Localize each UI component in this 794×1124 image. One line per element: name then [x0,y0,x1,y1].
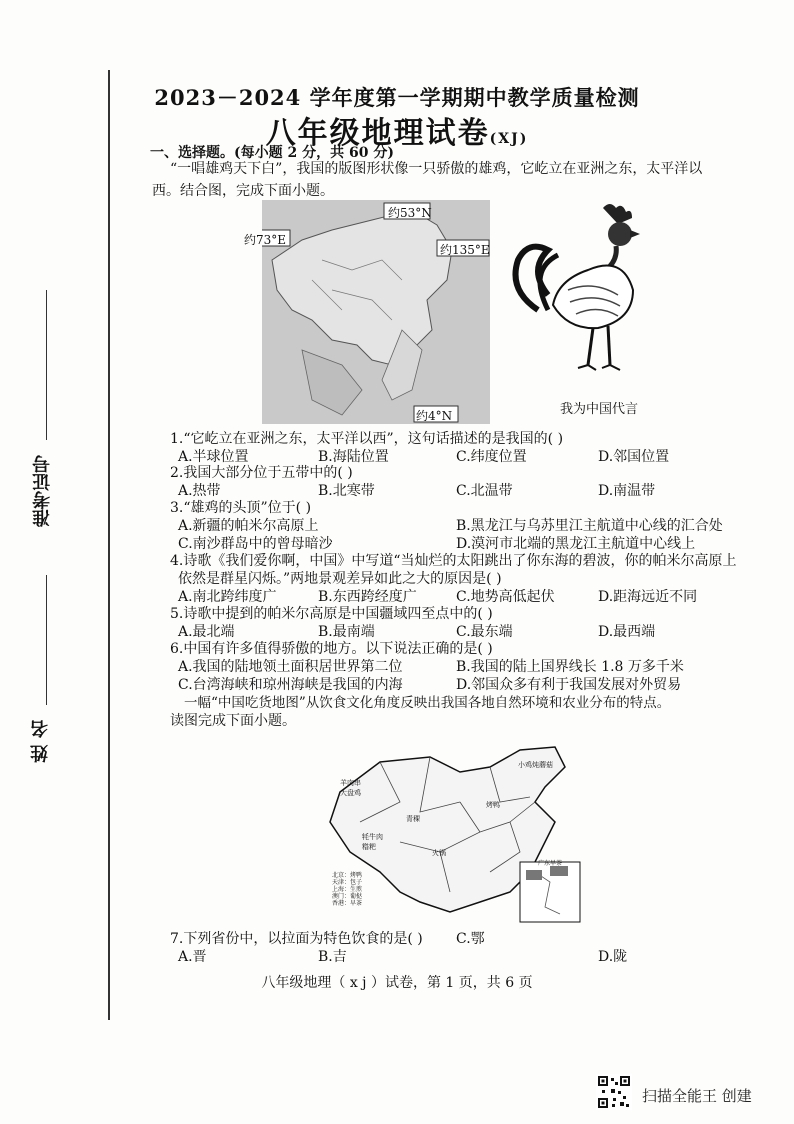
food-map-intro-2: 读图完成下面小题。 [170,713,296,729]
question-5-stem: 5.诗歌中提到的帕米尔高原是中国疆域四至点中的( ) [170,606,493,622]
question-7-stem: 7.下列省份中，以拉面为特色饮食的是( ) [170,931,423,947]
edition-suffix: (XJ) [489,131,529,147]
food-label-8: 烤鸭 [486,801,500,809]
q6-option-c: C.台湾海峡和琼州海峡是我国的内海 [178,677,403,693]
china-asia-map [262,200,490,424]
q7-option-b: B.吉 [318,949,347,965]
name-blank [46,575,47,705]
q3-option-a: A.新疆的帕米尔高原上 [178,518,319,534]
exam-id-blank [46,290,47,440]
q7-option-d: D.陇 [598,949,628,965]
subject-title: 八年级地理试卷 [265,116,490,151]
page-footer: 八年级地理（ x j ）试卷，第 1 页，共 6 页 [261,975,533,991]
label-53n: 约53°N [388,206,432,220]
q6-option-d: D.邻国众多有利于我国发展对外贸易 [456,677,682,693]
question-2-stem: 2.我国大部分位于五带中的( ) [170,465,353,481]
q6-option-a: A.我国的陆地领土面积居世界第二位 [178,659,403,675]
label-73e: 约73°E [244,233,287,247]
q3-option-d: D.漠河市北端的黑龙江主航道中心线上 [456,536,696,552]
q6-option-b: B.我国的陆上国界线长 1.8 万多千米 [456,659,684,675]
q5-option-b: B.最南端 [318,624,375,640]
label-135e: 约135°E [440,243,490,257]
q7-option-a: A.晋 [178,949,207,965]
q5-option-a: A.最北端 [178,624,235,640]
food-inset-label: 广东早茶 [538,860,563,867]
q4-option-d: D.距海远近不同 [598,589,698,605]
food-label-7: 小鸡炖蘑菇 [518,761,553,769]
q1-option-a: A.半球位置 [178,449,249,465]
section-heading: 一、选择题。(每小题 2 分，共 60 分) [150,145,394,161]
q5-option-d: D.最西端 [598,624,656,640]
question-3-stem: 3.“雄鸡的头顶”位于( ) [170,500,312,516]
q4-option-c: C.地势高低起伏 [456,589,555,605]
qr-code-icon [596,1074,632,1110]
q3-option-c: C.南沙群岛中的曾母暗沙 [178,536,333,552]
legend-item: 北京：烤鸭 [332,872,363,879]
q1-option-d: D.邻国位置 [598,449,670,465]
food-label-2: 大盘鸡 [340,789,361,797]
exam-title: 2023－2024 学年度第一学期期中教学质量检测 [154,85,640,110]
q2-option-c: C.北温带 [456,483,513,499]
q2-option-a: A.热带 [178,483,221,499]
label-4n: 约4°N [416,409,453,423]
food-label-1: 羊肉串 [340,779,361,787]
q2-option-d: D.南温带 [598,483,656,499]
question-1-stem: 1.“它屹立在亚洲之东，太平洋以西”，这句话描述的是我国的( ) [170,431,564,447]
binding-line [108,70,110,1020]
name-label: 姓 名 [30,720,51,763]
q4-option-b: B.东西跨经度广 [318,589,417,605]
legend-item: 天津：包子 [332,879,363,886]
question-4-stem: 4.诗歌《我们爱你啊，中国》中写道“当灿烂的太阳跳出了你东海的碧波，你的帕米尔高原上 [170,553,737,569]
question-4-stem-line2: 依然是群星闪烁。”两地景观差异如此之大的原因是( ) [178,571,502,587]
q2-option-b: B.北寒带 [318,483,375,499]
q3-option-b: B.黑龙江与乌苏里江主航道中心线的汇合处 [456,518,723,534]
rooster-illustration [498,200,678,380]
food-legend [332,872,362,907]
q7-option-c: C.鄂 [456,931,485,947]
food-label-6: 火锅 [432,849,446,857]
food-label-4: 牦牛肉 [362,833,383,841]
legend-item: 香港：早茶 [332,900,363,907]
question-6-stem: 6.中国有许多值得骄傲的地方。以下说法正确的是( ) [170,641,493,657]
q5-option-c: C.最东端 [456,624,513,640]
food-map-intro-1: 一幅“中国吃货地图”从饮食文化角度反映出我国各地自然环境和农业分布的特点。 [184,695,671,711]
rooster-caption: 我为中国代言 [560,402,639,417]
intro-line-1: “一唱雄鸡天下白”，我国的版图形状像一只骄傲的雄鸡，它屹立在亚洲之东，太平洋以 [170,161,703,177]
food-label-3: 青稞 [406,815,420,823]
exam-subtitle [0,108,794,152]
legend-item: 澳门：葡挞 [332,893,363,900]
intro-line-2: 西。结合图，完成下面小题。 [152,183,334,199]
q4-option-a: A.南北跨纬度广 [178,589,277,605]
legend-item: 上海：生煎 [332,886,363,893]
exam-id-label: 准考证号 [32,455,53,527]
scanner-credit: 扫描全能王 创建 [642,1087,752,1105]
q1-option-c: C.纬度位置 [456,449,527,465]
food-label-5: 糌粑 [362,843,376,851]
q1-option-b: B.海陆位置 [318,449,389,465]
